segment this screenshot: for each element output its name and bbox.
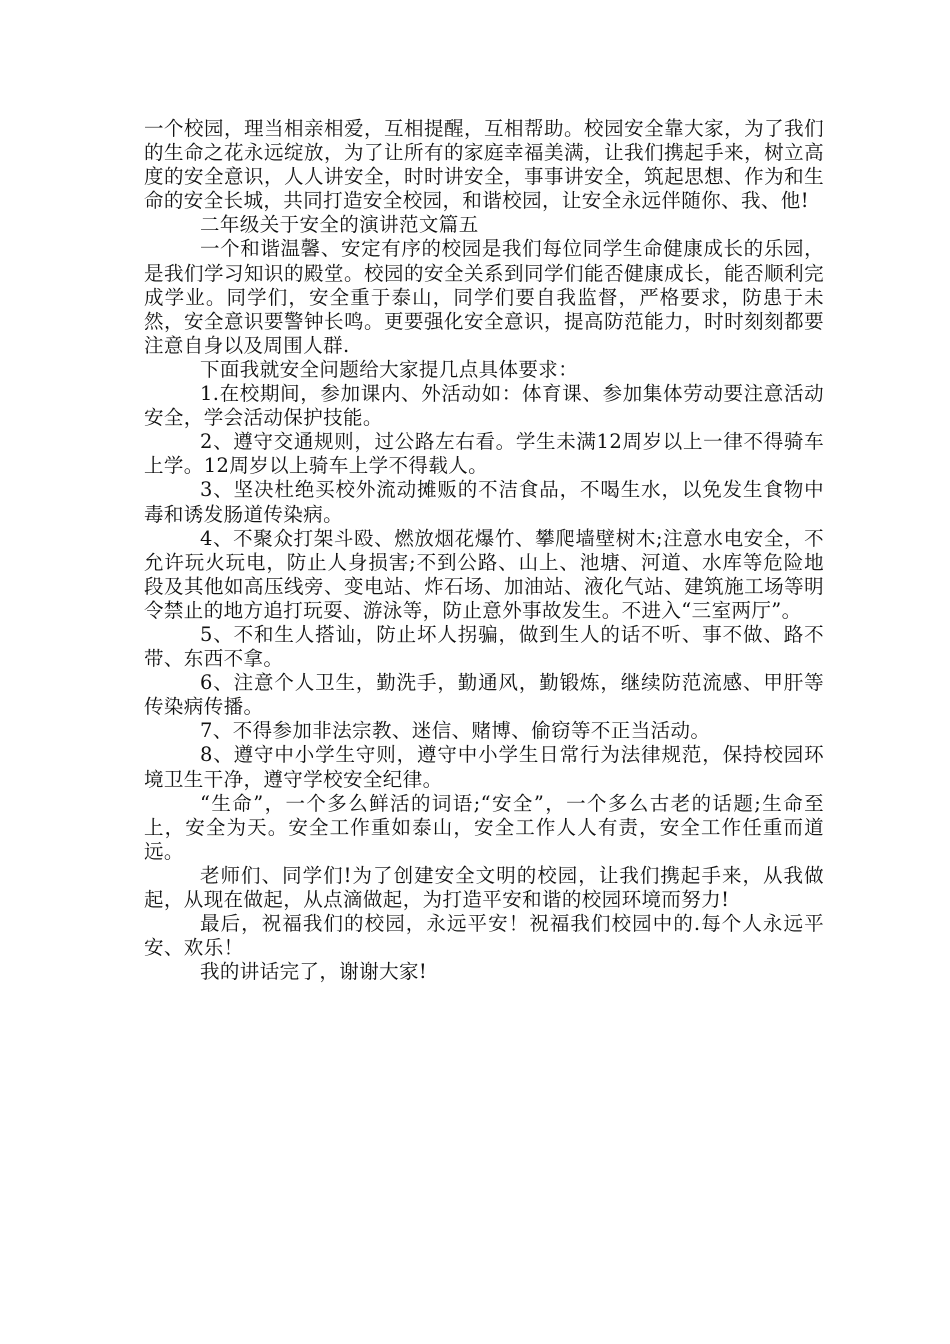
list-item-3: 3、坚决杜绝买校外流动摊贩的不洁食品，不喝生水，以免发生食物中毒和诱发肠道传染病。 bbox=[144, 478, 824, 526]
paragraph-life-safety: “生命”，一个多么鲜活的词语;“安全”，一个多么古老的话题;生命至上，安全为天。安全工作重如泰山，安全工作人人有责，安全工作任重而道远。 bbox=[144, 791, 824, 863]
section-heading: 二年级关于安全的演讲范文篇五 bbox=[200, 213, 479, 237]
paragraph-call-to-action: 老师们、同学们!为了创建安全文明的校园，让我们携起手来，从我做起，从现在做起，从点滴做起，为打造平安和谐的校园环境而努力! bbox=[144, 863, 824, 911]
list-item-8: 8、遵守中小学生守则，遵守中小学生日常行为法律规范，保持校园环境卫生干净，遵守学校安全纪律。 bbox=[144, 743, 824, 791]
list-item-5: 5、不和生人搭讪，防止坏人拐骗，做到生人的话不听、事不做、路不带、东西不拿。 bbox=[144, 622, 824, 671]
paragraph-blessing: 最后，祝福我们的校园，永远平安！祝福我们校园中的.每个人永远平安、欢乐！ bbox=[144, 912, 824, 960]
list-item-7: 7、不得参加非法宗教、迷信、赌博、偷窃等不正当活动。 bbox=[200, 719, 711, 743]
document-body bbox=[144, 117, 824, 984]
list-item-6: 6、注意个人卫生，勤洗手，勤通风，勤锻炼，继续防范流感、甲肝等传染病传播。 bbox=[144, 671, 824, 719]
list-item-2: 2、遵守交通规则，过公路左右看。学生未满12周岁以上一律不得骑车上学。12周岁以上骑车上学不得载人。 bbox=[144, 430, 824, 478]
list-item-4: 4、不聚众打架斗殴、燃放烟花爆竹、攀爬墙壁树木;注意水电安全，不允许玩火玩电，防止人身损害;不到公路、山上、池塘、河道、水库等危险地段及其他如高压线旁、变电站、炸石场、加油站、液化气站、建筑施工场等明令禁止的地方追打玩耍、游泳等，防止意外事故发生。不进入“三室两厅”。 bbox=[144, 526, 824, 622]
list-item-1: 1.在校期间，参加课内、外活动如：体育课、参加集体劳动要注意活动安全，学会活动保护技能。 bbox=[144, 382, 824, 430]
paragraph-closing: 我的讲话完了，谢谢大家! bbox=[200, 960, 428, 984]
paragraph-requirements-intro: 下面我就安全问题给大家提几点具体要求： bbox=[200, 357, 579, 381]
paragraph-intro-continued: 一个校园，理当相亲相爱，互相提醒，互相帮助。校园安全靠大家，为了我们的生命之花永远绽放，为了让所有的家庭幸福美满，让我们携起手来，树立高度的安全意识，人人讲安全，时时讲安全，事事讲安全，筑起思想、作为和生命的安全长城，共同打造安全校园，和谐校园，让安全永远伴随你、我、他! bbox=[144, 117, 824, 213]
paragraph-campus: 一个和谐温馨、安定有序的校园是我们每位同学生命健康成长的乐园，是我们学习知识的殿堂。校园的安全关系到同学们能否健康成长，能否顺利完成学业。同学们，安全重于泰山，同学们要自我监督，严格要求，防患于未然，安全意识要警钟长鸣。更要强化安全意识，提高防范能力，时时刻刻都要注意自身以及周围人群. bbox=[144, 237, 824, 357]
